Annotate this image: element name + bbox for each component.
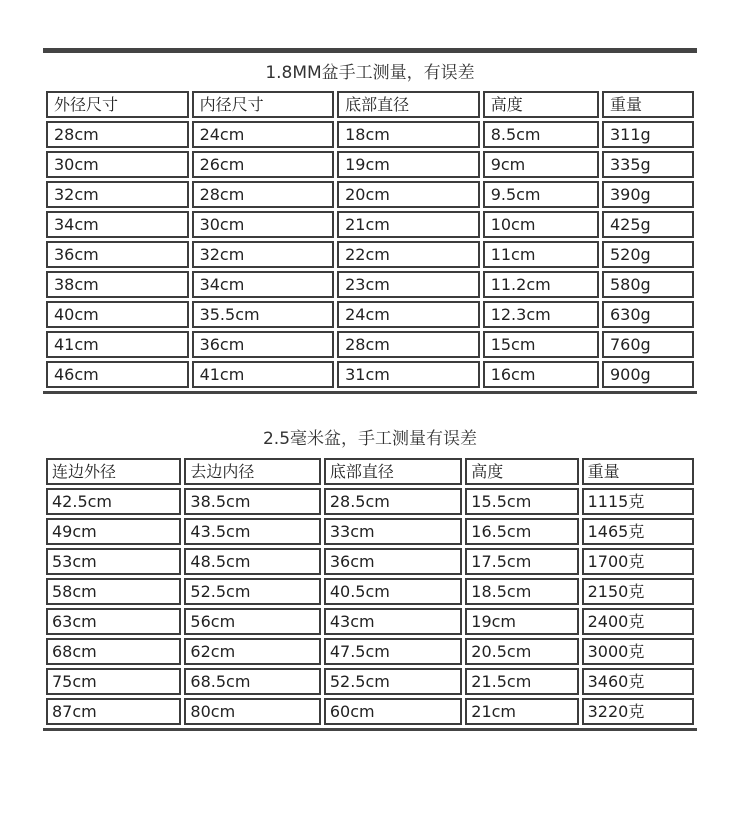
header-cell: 高度 [465,458,578,485]
header-cell: 重量 [602,91,694,118]
table-cell: 32cm [192,241,335,268]
table-cell: 630g [602,301,694,328]
table-row [46,301,694,328]
table-row [46,121,694,148]
table-cell: 580g [602,271,694,298]
header-cell: 去边内径 [184,458,320,485]
table-cell: 12.3cm [483,301,599,328]
header-cell: 连边外径 [46,458,181,485]
table-row [46,578,694,605]
table-cell: 9.5cm [483,181,599,208]
table-row [46,638,694,665]
table-cell: 2400克 [582,608,694,635]
table-cell: 17.5cm [465,548,578,575]
table-cell: 26cm [192,151,335,178]
table-cell: 42.5cm [46,488,181,515]
table-cell: 28cm [337,331,480,358]
table-row [46,361,694,388]
table-cell: 22cm [337,241,480,268]
table-cell: 40.5cm [324,578,462,605]
table-cell: 23cm [337,271,480,298]
table-cell: 36cm [324,548,462,575]
table-cell: 62cm [184,638,320,665]
table-cell: 32cm [46,181,189,208]
table-cell: 900g [602,361,694,388]
table-cell: 53cm [46,548,181,575]
table-cell: 40cm [46,301,189,328]
table-cell: 28cm [192,181,335,208]
header-row [46,91,694,118]
table-cell: 8.5cm [483,121,599,148]
table-cell: 15.5cm [465,488,578,515]
table-cell: 335g [602,151,694,178]
table-cell: 41cm [46,331,189,358]
table-cell: 49cm [46,518,181,545]
header-cell: 底部直径 [324,458,462,485]
table-row [46,151,694,178]
table-cell: 20cm [337,181,480,208]
table-cell: 9cm [483,151,599,178]
table-cell: 31cm [337,361,480,388]
table1-container [43,88,697,394]
table-cell: 18.5cm [465,578,578,605]
size-table-1.8mm [43,88,697,391]
table-cell: 3000克 [582,638,694,665]
table-cell: 10cm [483,211,599,238]
header-cell: 内径尺寸 [192,91,335,118]
table-cell: 52.5cm [184,578,320,605]
table-row [46,211,694,238]
table-cell: 760g [602,331,694,358]
table-row [46,698,694,725]
table-cell: 48.5cm [184,548,320,575]
table-cell: 30cm [46,151,189,178]
table-cell: 87cm [46,698,181,725]
table-row [46,548,694,575]
size-table-2.5mm [43,455,697,728]
table-cell: 15cm [483,331,599,358]
table-cell: 36cm [192,331,335,358]
table-cell: 20.5cm [465,638,578,665]
table-cell: 52.5cm [324,668,462,695]
table-cell: 390g [602,181,694,208]
table-cell: 311g [602,121,694,148]
table-cell: 36cm [46,241,189,268]
table-cell: 16.5cm [465,518,578,545]
table-cell: 75cm [46,668,181,695]
table-cell: 63cm [46,608,181,635]
table-cell: 19cm [465,608,578,635]
table-cell: 24cm [192,121,335,148]
table-cell: 1700克 [582,548,694,575]
header-row [46,458,694,485]
table-row [46,518,694,545]
table-cell: 43.5cm [184,518,320,545]
table-cell: 1115克 [582,488,694,515]
table-cell: 34cm [192,271,335,298]
table-row [46,241,694,268]
table-cell: 16cm [483,361,599,388]
table-cell: 68cm [46,638,181,665]
table-row [46,331,694,358]
table-row [46,271,694,298]
table-cell: 425g [602,211,694,238]
table-cell: 19cm [337,151,480,178]
header-cell: 重量 [582,458,694,485]
table-cell: 11.2cm [483,271,599,298]
table-cell: 21cm [337,211,480,238]
table-cell: 33cm [324,518,462,545]
table-cell: 68.5cm [184,668,320,695]
table-cell: 38.5cm [184,488,320,515]
top-divider [43,48,697,53]
table-row [46,488,694,515]
table-cell: 1465克 [582,518,694,545]
table-cell: 56cm [184,608,320,635]
table-cell: 60cm [324,698,462,725]
table-cell: 80cm [184,698,320,725]
table-cell: 2150克 [582,578,694,605]
table-cell: 30cm [192,211,335,238]
header-cell: 外径尺寸 [46,91,189,118]
table-cell: 34cm [46,211,189,238]
table-cell: 520g [602,241,694,268]
table-cell: 24cm [337,301,480,328]
table2-container [43,455,697,731]
table-cell: 3220克 [582,698,694,725]
table-cell: 35.5cm [192,301,335,328]
table2-title: 2.5毫米盆，手工测量有误差 [262,429,478,449]
table-cell: 3460克 [582,668,694,695]
table-cell: 43cm [324,608,462,635]
table-cell: 46cm [46,361,189,388]
table-cell: 28.5cm [324,488,462,515]
header-cell: 底部直径 [337,91,480,118]
table1-title: 1.8MM盆手工测量，有误差 [265,63,475,83]
table-cell: 18cm [337,121,480,148]
table-cell: 21.5cm [465,668,578,695]
table-cell: 38cm [46,271,189,298]
header-cell: 高度 [483,91,599,118]
table-row [46,608,694,635]
table-cell: 58cm [46,578,181,605]
table-cell: 21cm [465,698,578,725]
table-row [46,668,694,695]
table-cell: 11cm [483,241,599,268]
table-row [46,181,694,208]
table-cell: 47.5cm [324,638,462,665]
table-cell: 28cm [46,121,189,148]
table-cell: 41cm [192,361,335,388]
